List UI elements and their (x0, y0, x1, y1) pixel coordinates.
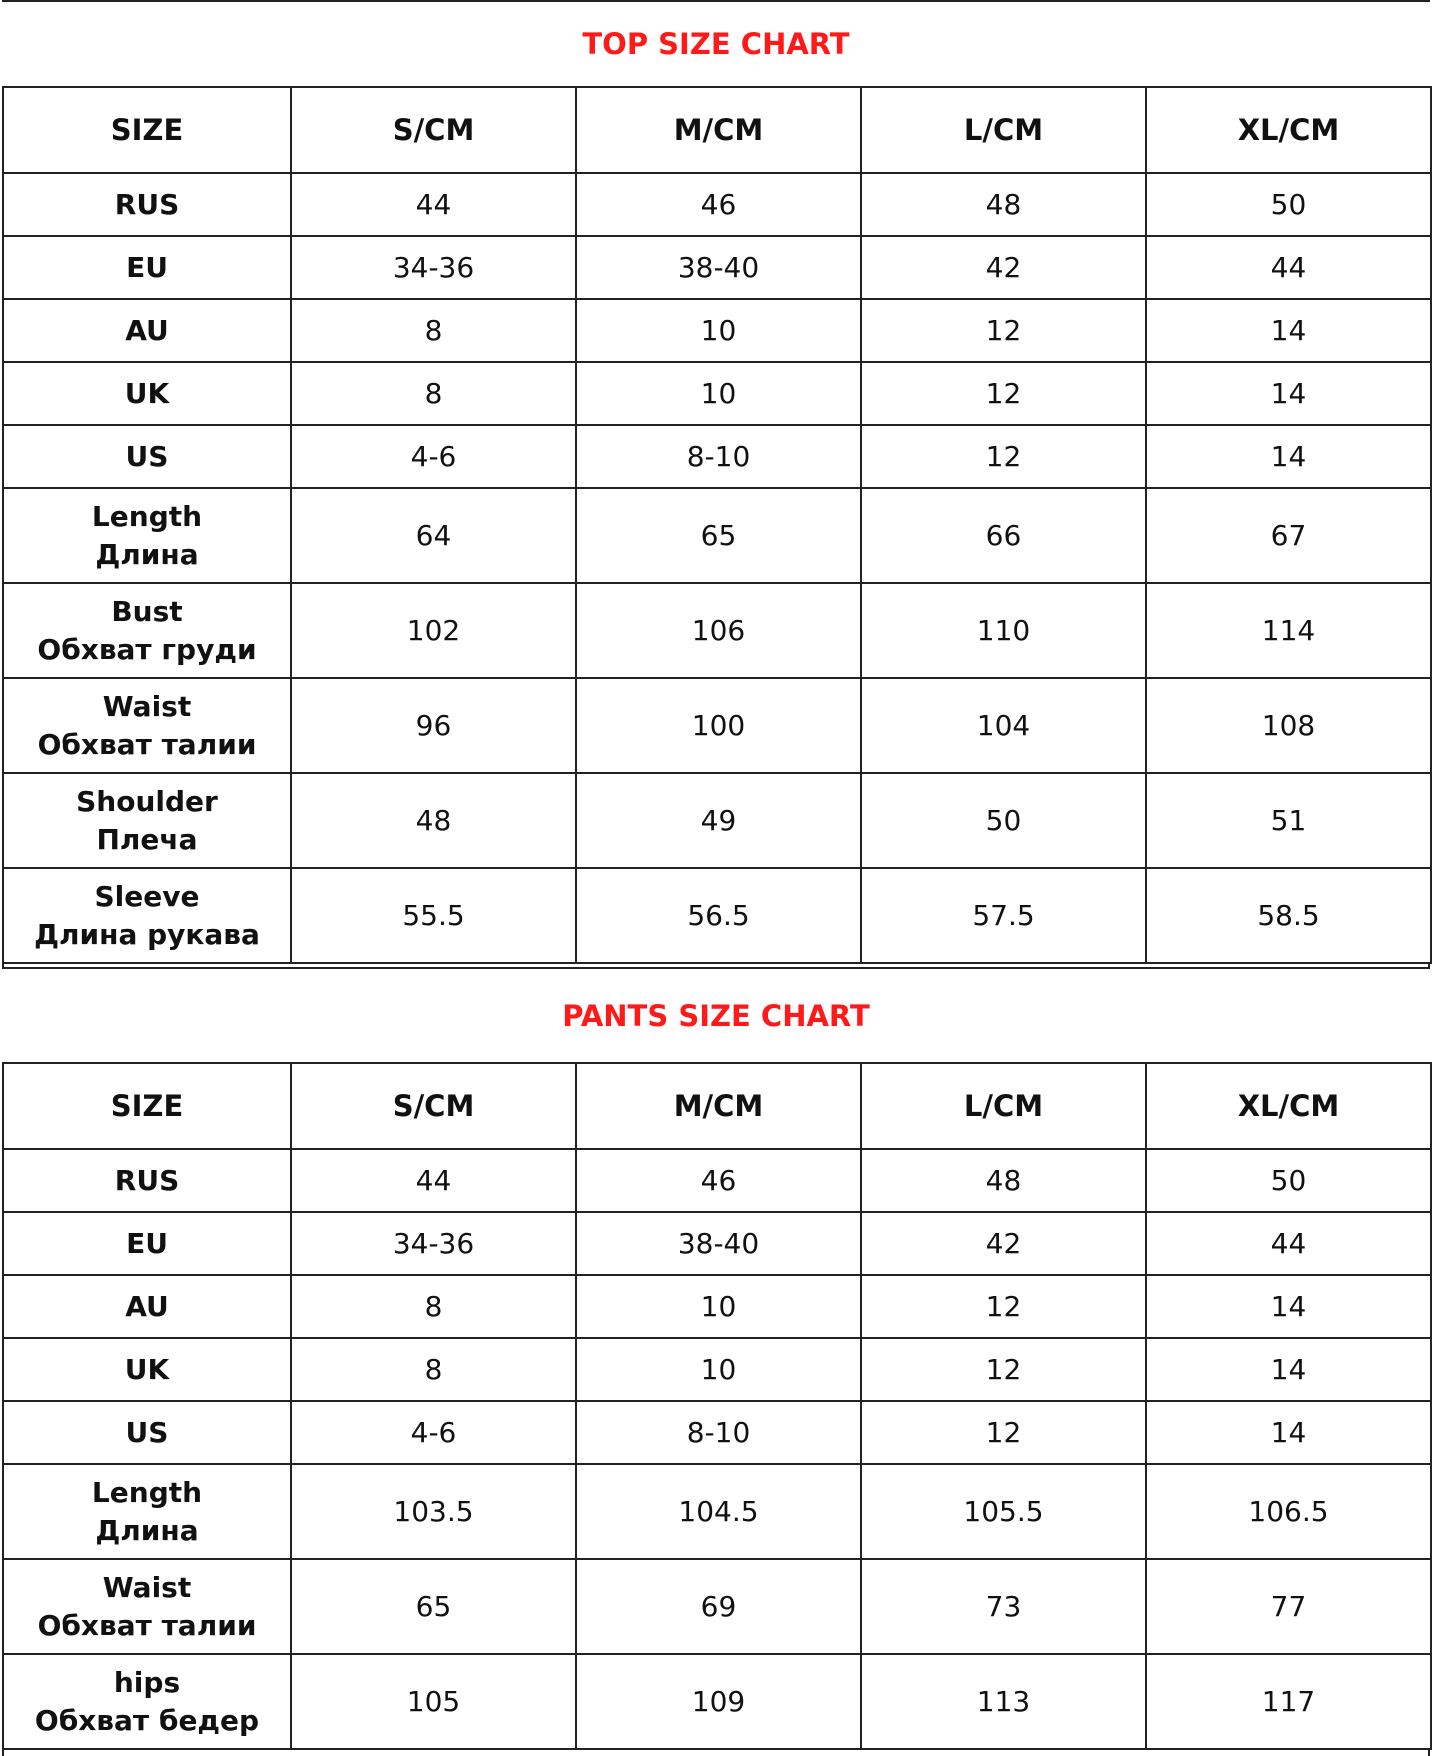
table-row (3, 773, 1431, 868)
value-cell: 10 (576, 1338, 861, 1401)
value-cell: 50 (1146, 173, 1431, 236)
value-cell: 69 (576, 1559, 861, 1654)
value-cell: 8-10 (576, 1401, 861, 1464)
value-cell: 66 (861, 488, 1146, 583)
row-label-cell (3, 678, 291, 773)
row-label-cell (3, 1275, 291, 1338)
value-cell: 14 (1146, 362, 1431, 425)
value-cell: 46 (576, 1149, 861, 1212)
table-row (3, 868, 1431, 963)
table-row (3, 173, 1431, 236)
table-row (3, 362, 1431, 425)
row-label-cell (3, 1149, 291, 1212)
row-label-line: Обхват груди (37, 632, 257, 666)
value-cell: 38-40 (576, 236, 861, 299)
value-cell: 14 (1146, 299, 1431, 362)
value-cell: 104 (861, 678, 1146, 773)
value-cell: 44 (1146, 236, 1431, 299)
value-cell: 10 (576, 299, 861, 362)
row-label-line: Плеча (96, 822, 198, 856)
row-label-line: RUS (114, 187, 180, 221)
row-label-line: hips (113, 1665, 181, 1699)
header-cell: M/CM (576, 87, 861, 173)
row-label-line: Waist (102, 689, 192, 723)
row-label-line: AU (125, 313, 169, 347)
pants-size-table-body (3, 1063, 1431, 1749)
row-label-line: RUS (114, 1163, 180, 1197)
header-cell: S/CM (291, 1063, 576, 1149)
row-label-line: Length (91, 1475, 203, 1509)
header-cell: L/CM (861, 87, 1146, 173)
table-row (3, 1212, 1431, 1275)
value-cell: 12 (861, 1275, 1146, 1338)
table-row (3, 583, 1431, 678)
row-label-line: EU (126, 1226, 168, 1260)
row-label-cell (3, 362, 291, 425)
row-label-cell (3, 425, 291, 488)
value-cell: 110 (861, 583, 1146, 678)
row-label-cell (3, 236, 291, 299)
row-label-line: Waist (102, 1570, 192, 1604)
value-cell: 48 (861, 173, 1146, 236)
value-cell: 105 (291, 1654, 576, 1749)
row-label-line: Bust (111, 594, 183, 628)
table-row (3, 1338, 1431, 1401)
header-cell: XL/CM (1146, 87, 1431, 173)
header-cell: L/CM (861, 1063, 1146, 1149)
table-row (3, 1275, 1431, 1338)
value-cell: 12 (861, 299, 1146, 362)
row-label-cell (3, 1654, 291, 1749)
row-label-line: Sleeve (94, 879, 200, 913)
value-cell: 4-6 (291, 425, 576, 488)
value-cell: 38-40 (576, 1212, 861, 1275)
top-size-table (2, 86, 1432, 964)
value-cell: 14 (1146, 1401, 1431, 1464)
table-row (3, 1559, 1431, 1654)
value-cell: 77 (1146, 1559, 1431, 1654)
table-row (3, 678, 1431, 773)
row-label-line: Обхват талии (37, 1608, 257, 1642)
row-label-cell (3, 1401, 291, 1464)
value-cell: 10 (576, 1275, 861, 1338)
row-label-line: EU (126, 250, 168, 284)
header-cell: XL/CM (1146, 1063, 1431, 1149)
value-cell: 114 (1146, 583, 1431, 678)
value-cell: 100 (576, 678, 861, 773)
row-label-line: Длина рукава (34, 917, 260, 951)
value-cell: 8 (291, 299, 576, 362)
value-cell: 108 (1146, 678, 1431, 773)
pants-header-row (3, 1063, 1431, 1149)
value-cell: 8 (291, 362, 576, 425)
value-cell: 104.5 (576, 1464, 861, 1559)
value-cell: 12 (861, 1338, 1146, 1401)
row-label-cell (3, 583, 291, 678)
value-cell: 12 (861, 425, 1146, 488)
row-label-line: AU (125, 1289, 169, 1323)
value-cell: 105.5 (861, 1464, 1146, 1559)
row-label-cell (3, 868, 291, 963)
row-label-cell (3, 1464, 291, 1559)
row-label-cell (3, 299, 291, 362)
value-cell: 50 (1146, 1149, 1431, 1212)
value-cell: 12 (861, 362, 1146, 425)
header-cell: SIZE (3, 87, 291, 173)
value-cell: 102 (291, 583, 576, 678)
header-cell: M/CM (576, 1063, 861, 1149)
value-cell: 106 (576, 583, 861, 678)
value-cell: 109 (576, 1654, 861, 1749)
top-size-table-body (3, 87, 1431, 963)
row-label-cell (3, 1338, 291, 1401)
value-cell: 48 (861, 1149, 1146, 1212)
row-label-line: Обхват талии (37, 727, 257, 761)
value-cell: 42 (861, 1212, 1146, 1275)
value-cell: 117 (1146, 1654, 1431, 1749)
value-cell: 96 (291, 678, 576, 773)
value-cell: 46 (576, 173, 861, 236)
value-cell: 113 (861, 1654, 1146, 1749)
row-label-line: US (125, 1415, 169, 1449)
top-header-row (3, 87, 1431, 173)
value-cell: 14 (1146, 1338, 1431, 1401)
value-cell: 34-36 (291, 1212, 576, 1275)
value-cell: 64 (291, 488, 576, 583)
value-cell: 14 (1146, 1275, 1431, 1338)
value-cell: 57.5 (861, 868, 1146, 963)
table-row (3, 1401, 1431, 1464)
table-row (3, 1149, 1431, 1212)
top-size-chart-title: TOP SIZE CHART (2, 0, 1430, 88)
value-cell: 44 (291, 1149, 576, 1212)
pants-size-chart-title: PANTS SIZE CHART (2, 967, 1430, 1064)
row-label-line: UK (124, 1352, 170, 1386)
header-cell: SIZE (3, 1063, 291, 1149)
value-cell: 34-36 (291, 236, 576, 299)
value-cell: 14 (1146, 425, 1431, 488)
value-cell: 103.5 (291, 1464, 576, 1559)
row-label-cell (3, 1212, 291, 1275)
value-cell: 51 (1146, 773, 1431, 868)
table-row (3, 299, 1431, 362)
value-cell: 10 (576, 362, 861, 425)
value-cell: 48 (291, 773, 576, 868)
header-cell: S/CM (291, 87, 576, 173)
value-cell: 56.5 (576, 868, 861, 963)
value-cell: 73 (861, 1559, 1146, 1654)
table-row (3, 425, 1431, 488)
row-label-line: Обхват бедер (34, 1703, 260, 1737)
pants-size-table (2, 1062, 1432, 1750)
value-cell: 55.5 (291, 868, 576, 963)
row-label-cell (3, 1559, 291, 1654)
value-cell: 12 (861, 1401, 1146, 1464)
value-cell: 65 (291, 1559, 576, 1654)
value-cell: 65 (576, 488, 861, 583)
value-cell: 8 (291, 1275, 576, 1338)
row-label-cell (3, 773, 291, 868)
table-row (3, 488, 1431, 583)
row-label-cell (3, 173, 291, 236)
row-label-line: Length (91, 499, 203, 533)
value-cell: 58.5 (1146, 868, 1431, 963)
value-cell: 8 (291, 1338, 576, 1401)
value-cell: 4-6 (291, 1401, 576, 1464)
table-row (3, 1654, 1431, 1749)
value-cell: 50 (861, 773, 1146, 868)
value-cell: 49 (576, 773, 861, 868)
table-row (3, 1464, 1431, 1559)
row-label-line: US (125, 439, 169, 473)
value-cell: 44 (291, 173, 576, 236)
value-cell: 67 (1146, 488, 1431, 583)
row-label-line: Длина (95, 537, 199, 571)
row-label-line: Shoulder (76, 784, 218, 818)
value-cell: 42 (861, 236, 1146, 299)
row-label-line: UK (124, 376, 170, 410)
table-row (3, 236, 1431, 299)
value-cell: 44 (1146, 1212, 1431, 1275)
value-cell: 8-10 (576, 425, 861, 488)
row-label-line: Длина (95, 1513, 199, 1547)
value-cell: 106.5 (1146, 1464, 1431, 1559)
row-label-cell (3, 488, 291, 583)
